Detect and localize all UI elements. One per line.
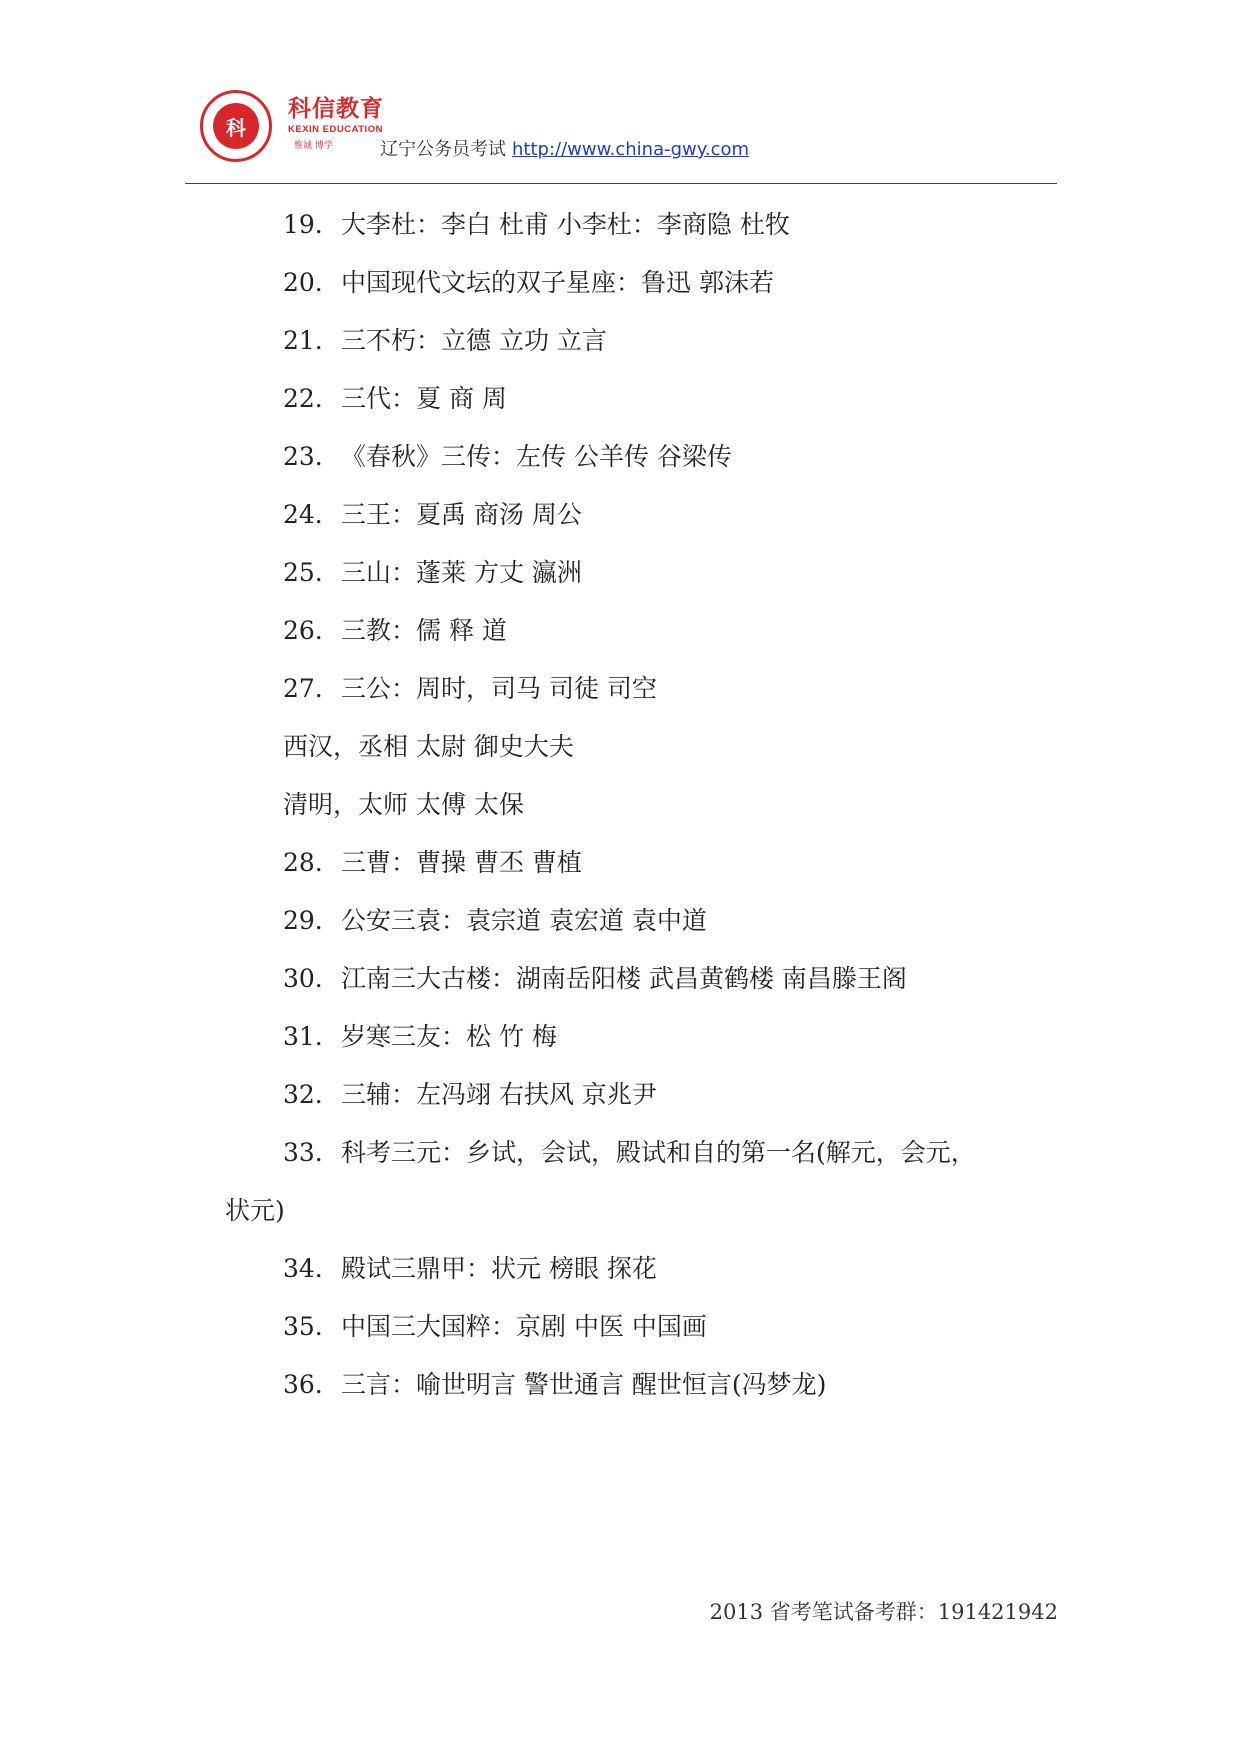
list-item: [225, 544, 1057, 602]
item-text: 清明，太师 太傅 太保: [283, 790, 524, 819]
list-item-continuation: [225, 718, 1057, 776]
site-name-text: 辽宁公务员考试: [380, 139, 506, 160]
list-item: [225, 312, 1057, 370]
logo-brand-name: 科信教育: [288, 96, 384, 122]
list-item: [225, 660, 1057, 718]
list-item: [225, 1298, 1057, 1356]
item-text: 殿试三鼎甲：状元 榜眼 探花: [341, 1254, 657, 1283]
item-number: 23.: [283, 442, 323, 471]
item-number: 28.: [283, 848, 323, 877]
item-number: 33.: [283, 1138, 323, 1167]
item-number: 35.: [283, 1312, 323, 1341]
list-item: [225, 254, 1057, 312]
item-number: 25.: [283, 558, 323, 587]
item-text: 三代：夏 商 周: [341, 384, 507, 413]
item-text: 西汉，丞相 太尉 御史大夫: [283, 732, 574, 761]
list-item: [225, 428, 1057, 486]
item-text: 大李杜：李白 杜甫 小李杜：李商隐 杜牧: [341, 210, 790, 239]
item-number: 27.: [283, 674, 323, 703]
item-text: 中国三大国粹：京剧 中医 中国画: [341, 1312, 707, 1341]
list-item: [225, 370, 1057, 428]
list-item: [225, 486, 1057, 544]
item-text: 三王：夏禹 商汤 周公: [341, 500, 582, 529]
item-text: 岁寒三友：松 竹 梅: [341, 1022, 557, 1051]
site-url-link[interactable]: http://www.china-gwy.com: [512, 139, 750, 160]
item-number: 22.: [283, 384, 323, 413]
item-number: 19.: [283, 210, 323, 239]
item-number: 20.: [283, 268, 323, 297]
list-item: [225, 196, 1057, 254]
item-text: 三曹：曹操 曹丕 曹植: [341, 848, 582, 877]
list-item-continuation: [225, 776, 1057, 834]
item-number: 30.: [283, 964, 323, 993]
list-item: [225, 950, 1057, 1008]
page-header: [180, 76, 1060, 176]
item-text: 江南三大古楼：湖南岳阳楼 武昌黄鹤楼 南昌滕王阁: [341, 964, 907, 993]
list-item: [225, 1008, 1057, 1066]
list-item: [225, 1240, 1057, 1298]
item-text: 科考三元：乡试，会试，殿试和自的第一名(解元，会元，: [341, 1138, 976, 1167]
item-text: 三言：喻世明言 警世通言 醒世恒言(冯梦龙): [341, 1370, 827, 1399]
kexin-logo-seal-icon: [200, 90, 272, 162]
item-number: 34.: [283, 1254, 323, 1283]
logo-slogan: 惟诚 博学: [294, 141, 333, 151]
header-divider: [185, 183, 1057, 184]
item-text: 《春秋》三传：左传 公羊传 谷梁传: [341, 442, 732, 471]
item-text: 状元): [225, 1196, 285, 1225]
page-footer: 2013 省考笔试备考群：191421942: [709, 1600, 1058, 1624]
item-number: 36.: [283, 1370, 323, 1399]
logo-seal-mark: 科: [213, 103, 259, 149]
item-number: 29.: [283, 906, 323, 935]
item-number: 26.: [283, 616, 323, 645]
item-text: 三辅：左冯翊 右扶风 京兆尹: [341, 1080, 657, 1109]
item-text: 公安三袁：袁宗道 袁宏道 袁中道: [341, 906, 707, 935]
list-item: [225, 1356, 1057, 1414]
list-item: [225, 602, 1057, 660]
item-text: 三公：周时，司马 司徒 司空: [341, 674, 657, 703]
list-item: [225, 892, 1057, 950]
item-number: 32.: [283, 1080, 323, 1109]
list-item-wrap: [225, 1182, 1057, 1240]
item-text: 三教：儒 释 道: [341, 616, 507, 645]
logo-english-name: KEXIN EDUCATION: [288, 124, 383, 135]
item-number: 24.: [283, 500, 323, 529]
item-text: 三不朽：立德 立功 立言: [341, 326, 607, 355]
list-item: [225, 834, 1057, 892]
item-number: 31.: [283, 1022, 323, 1051]
site-title: [380, 135, 749, 161]
item-number: 21.: [283, 326, 323, 355]
item-text: 三山：蓬莱 方丈 瀛洲: [341, 558, 582, 587]
list-item: [225, 1066, 1057, 1124]
item-text: 中国现代文坛的双子星座：鲁迅 郭沫若: [341, 268, 774, 297]
list-item: [225, 1124, 1057, 1182]
document-body: [225, 196, 1057, 1414]
